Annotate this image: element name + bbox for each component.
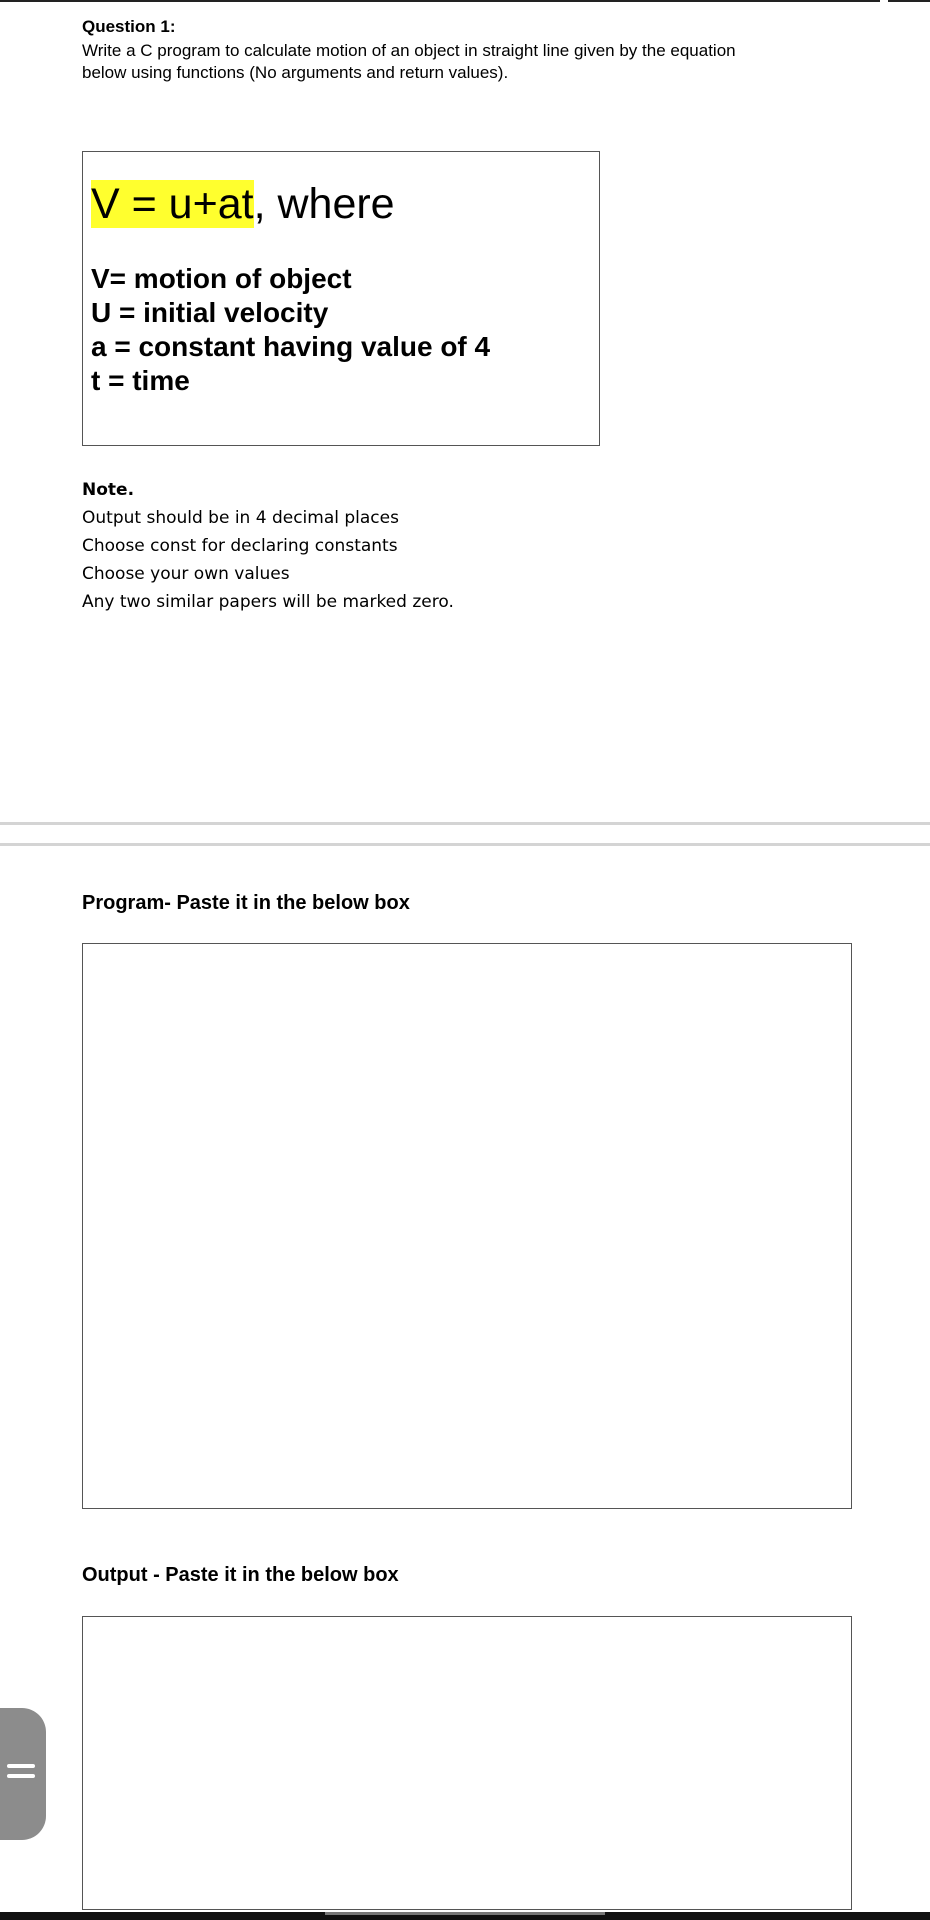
- question-body-line-1: Write a C program to calculate motion of an object in straight line given by the equation: [82, 41, 736, 60]
- definition-item: t = time: [91, 365, 190, 396]
- page-separator-bottom: [0, 843, 930, 846]
- output-label: Output - Paste it in the below box: [82, 1564, 399, 1586]
- note-title: Note.: [82, 480, 135, 500]
- question-title: Question 1:: [82, 17, 176, 36]
- drag-handle-icon[interactable]: [0, 1708, 46, 1840]
- program-paste-box[interactable]: [82, 943, 852, 1509]
- note-section: [82, 476, 454, 616]
- question-body: [82, 40, 862, 84]
- definition-item: V= motion of object: [91, 263, 352, 294]
- definition-item: U = initial velocity: [91, 297, 329, 328]
- note-item: Choose your own values: [82, 564, 290, 584]
- definition-item: a = constant having value of 4: [91, 331, 491, 362]
- grip-line: [7, 1764, 35, 1768]
- note-item: Output should be in 4 decimal places: [82, 508, 399, 528]
- note-item: Choose const for declaring constants: [82, 536, 398, 556]
- program-label: Program- Paste it in the below box: [82, 892, 410, 914]
- page-separator-top: [0, 822, 930, 825]
- top-border-right: [888, 0, 930, 2]
- equation-line: [91, 177, 395, 231]
- note-item: Any two similar papers will be marked zero.: [82, 592, 454, 612]
- definition-list: [91, 262, 490, 398]
- equation-suffix: , where: [253, 180, 395, 228]
- question-body-line-2: below using functions (No arguments and return values).: [82, 63, 509, 82]
- equation-box: [82, 151, 600, 446]
- grip-line: [7, 1774, 35, 1778]
- equation-formula: V = u+at: [91, 180, 254, 228]
- bottom-edge-highlight: [325, 1912, 605, 1915]
- top-border: [0, 0, 880, 2]
- output-paste-box[interactable]: [82, 1616, 852, 1910]
